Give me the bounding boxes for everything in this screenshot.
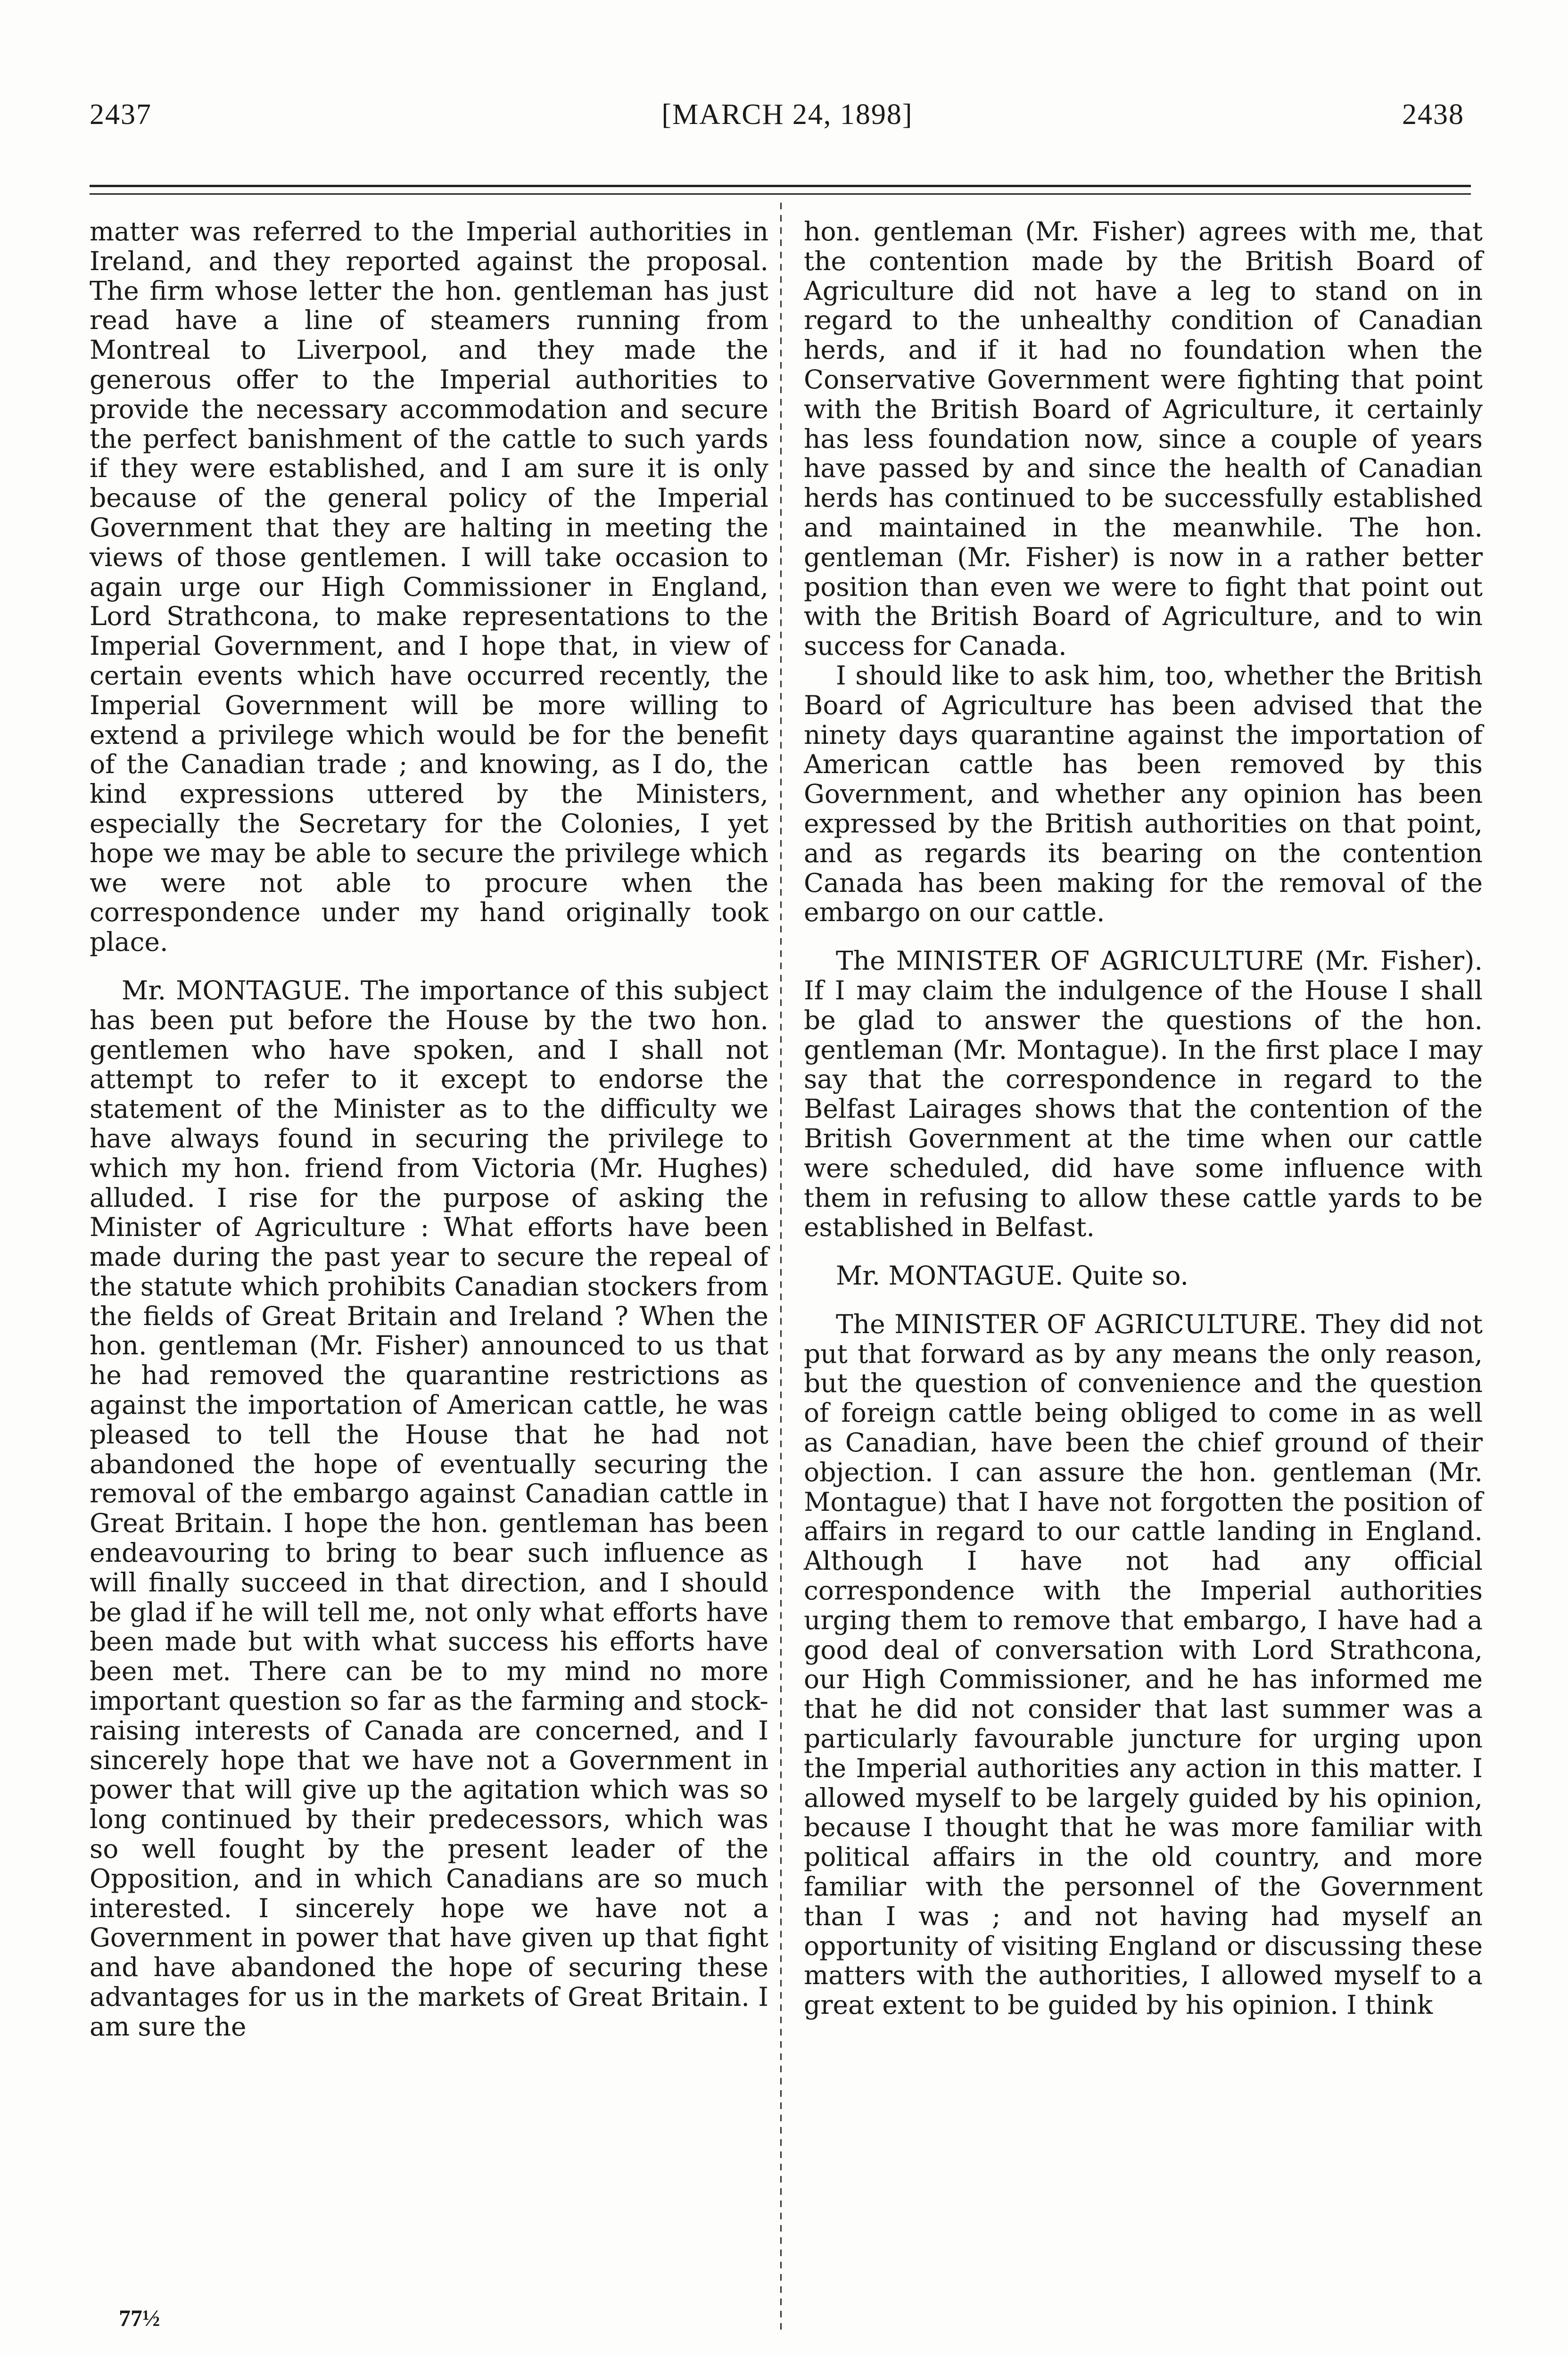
header-rule-thin — [90, 193, 1471, 195]
page-number-left: 2437 — [90, 99, 152, 131]
right-column — [804, 217, 1483, 2020]
paragraph: Mr. MONTAGUE. Quite so. — [836, 1261, 1188, 1291]
paragraph: Mr. MONTAGUE. The importance of this subject has been put before the House by the two hon. gentlemen who have spoken, and I shall not attempt to refer to it except to endorse the statement of the Minister as to the difficulty we have always found in securing the privilege to which my hon. friend from Victoria (Mr. Hughes) alluded. I rise for the purpose of asking the Minister of Agriculture : What efforts have been made during the past year to secure the repeal of the statute which prohibits Canadian stockers from the fields of Great Britain and Ireland ? When the hon. gentleman (Mr. Fisher) announced to us that he had removed the quarantine restrictions as against the importation of American cattle, he was pleased to tell the House that he had not abandoned the hope of eventually securing the removal of the embargo against Canadian cattle in Great Britain. I hope the hon. gentleman has been endeavouring to bring to bear such influence as will finally succeed in that direction, and I should be glad if he will tell me, not only what efforts have been made but with what success his efforts have been met. There can be to my mind no more important question so far as the farming and stock-raising interests of Canada are concerned, and I sincerely hope that we have not a Government in power that will give up the agitation which was so long continued by their predecessors, which was so well fought by the present leader of the Opposition, and in which Canadians are so much interested. I sincerely hope we have not a Government in power that have given up that fight and have abandoned the hope of securing these advantages for us in the markets of Great Britain. I am sure the — [90, 975, 768, 2042]
paragraph: I should like to ask him, too, whether the British Board of Agriculture has been advised that the ninety days quarantine against the importation of American cattle has been removed by this Government, and whether any opinion has been expressed by the British authorities on that point, and as regards its bearing on the contention Canada has been making for the removal of the embargo on our cattle. — [804, 660, 1483, 928]
left-column — [90, 217, 768, 2042]
page-date: [MARCH 24, 1898] — [661, 99, 913, 131]
paragraph: The MINISTER OF AGRICULTURE (Mr. Fisher). If I may claim the indulgence of the House I shall be glad to answer the questions of the hon. gentleman (Mr. Montague). In the first place I may say that the correspondence in regard to the Belfast Lairages shows that the contention of the British Government at the time when our cattle were scheduled, did have some influence with them in refusing to allow these cattle yards to be established in Belfast. — [804, 946, 1483, 1243]
paragraph: matter was referred to the Imperial authorities in Ireland, and they reported against the proposal. The firm whose letter the hon. gentleman has just read have a line of steamers running from Montreal to Liverpool, and they made the generous offer to the Imperial authorities to provide the necessary accommodation and secure the perfect banishment of the cattle to such yards if they were established, and I am sure it is only because of the general policy of the Imperial Government that they are halting in meeting the views of those gentlemen. I will take occasion to again urge our High Commissioner in England, Lord Strathcona, to make representations to the Imperial Government, and I hope that, in view of certain events which have occurred recently, the Imperial Government will be more willing to extend a privilege which would be for the benefit of the Canadian trade ; and knowing, as I do, the kind expressions uttered by the Ministers, especially the Secretary for the Colonies, I yet hope we may be able to secure the privilege which we were not able to procure when the correspondence under my hand originally took place. — [90, 216, 768, 957]
signature-mark: 77½ — [119, 2305, 160, 2331]
page-number-right: 2438 — [1402, 99, 1464, 131]
paragraph: hon. gentleman (Mr. Fisher) agrees with me, that the contention made by the British Board of Agriculture did not have a leg to stand on in regard to the unhealthy condition of Canadian herds, and if it had no foundation when the Conservative Government were fighting that point with the British Board of Agriculture, it certainly has less foundation now, since a couple of years have passed by and since the health of Canadian herds has continued to be successfully established and maintained in the meanwhile. The hon. gentleman (Mr. Fisher) is now in a rather better position than even we were to fight that point out with the British Board of Agriculture, and to win success for Canada. — [804, 216, 1483, 661]
paragraph: The MINISTER OF AGRICULTURE. They did not put that forward as by any means the only reason, but the question of convenience and the question of foreign cattle being obliged to come in as well as Canadian, have been the chief ground of their objection. I can assure the hon. gentleman (Mr. Montague) that I have not forgotten the position of affairs in regard to our cattle landing in England. Although I have not had any official correspondence with the Imperial authorities urging them to remove that embargo, I have had a good deal of conversation with Lord Strathcona, our High Commissioner, and he has informed me that he did not consider that last summer was a particularly favourable juncture for urging upon the Imperial authorities any action in this matter. I allowed myself to be largely guided by his opinion, because I thought that he was more familiar with political affairs in the old country, and more familiar with the personnel of the Government than I was ; and not having had myself an opportunity of visiting England or discussing these matters with the authorities, I allowed myself to a great extent to be guided by his opinion. I think — [804, 1309, 1483, 2020]
column-divider — [780, 203, 782, 2333]
header-rule — [90, 185, 1471, 187]
